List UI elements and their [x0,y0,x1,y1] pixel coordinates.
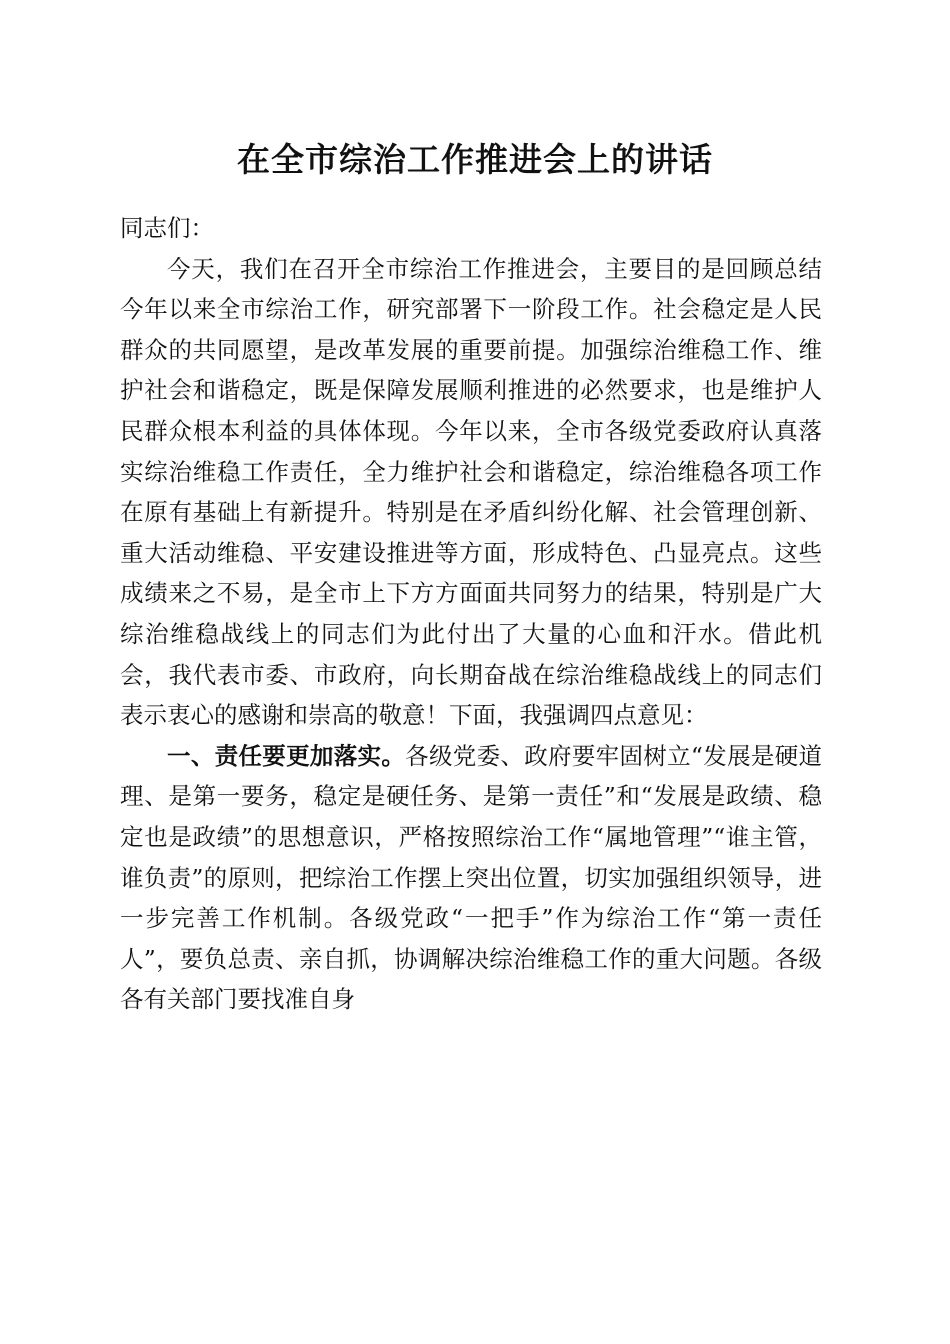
paragraph-text: 各级党委、政府要牢固树立“发展是硬道理、是第一要务，稳定是硬任务、是第一责任”和“发展是政绩、稳定也是政绩”的思想意识，严格按照综治工作“属地管理”“谁主管，谁负责”的原则，把综治工作摆上突出位置，切实加强组织领导，进一步完善工作机制。各级党政“一把手”作为综治工作“第一责任人”，要负总责、亲自抓，协调解决综治维稳工作的重大问题。各级各有关部门要找准自身 [120,741,823,1014]
paragraph-point-one [120,736,822,1020]
paragraph-heading: 一、责任要更加落实。 [167,741,406,770]
paragraph-text: 今天，我们在召开全市综治工作推进会，主要目的是回顾总结今年以来全市综治工作，研究部署下一阶段工作。社会稳定是人民群众的共同愿望，是改革发展的重要前提。加强综治维稳工作、维护社会和谐稳定，既是保障发展顺利推进的必然要求，也是维护人民群众根本利益的具体体现。今年以来，全市各级党委政府认真落实综治维稳工作责任，全力维护社会和谐稳定，综治维稳各项工作在原有基础上有新提升。特别是在矛盾纠纷化解、社会管理创新、重大活动维稳、平安建设推进等方面，形成特色、凸显亮点。这些成绩来之不易，是全市上下方方面面共同努力的结果，特别是广大综治维稳战线上的同志们为此付出了大量的心血和汗水。借此机会，我代表市委、市政府，向长期奋战在综治维稳战线上的同志们表示衷心的感谢和崇高的敬意！下面，我强调四点意见： [120,254,822,730]
document-title: 在全市综治工作推进会上的讲话 [237,140,713,179]
document-body [120,208,822,1020]
salutation: 同志们： [120,214,214,242]
paragraph-intro [120,249,822,736]
